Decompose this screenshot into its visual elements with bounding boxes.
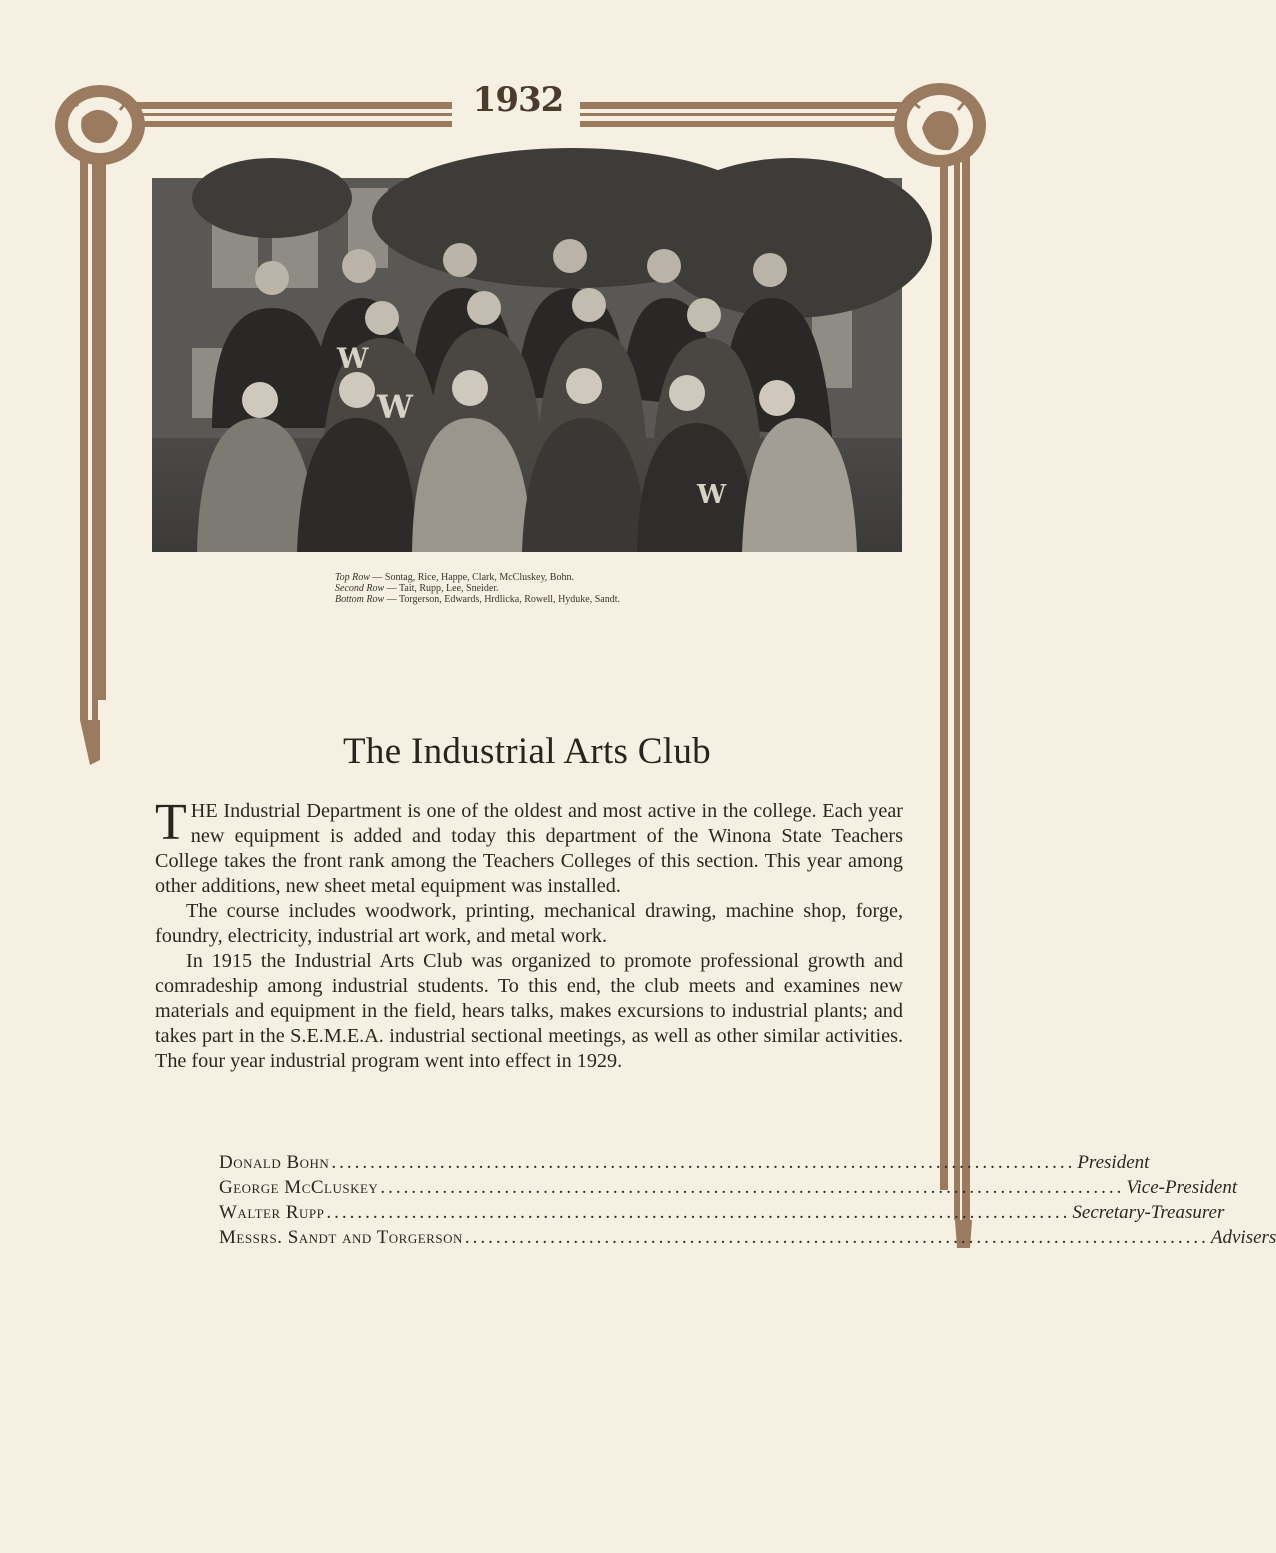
leader-dots: ................................................................................................: [464, 1227, 1209, 1248]
caption-second-row: [335, 583, 755, 594]
officer-row: [219, 1175, 1238, 1200]
officer-role: Advisers: [1210, 1227, 1276, 1248]
paragraph-3: In 1915 the Industrial Arts Club was organized to promote professional growth and comradeship among industrial students. To this end, the club meets and examines new materials and equipment in the field, hears talks, makes excursions to industrial plants; and takes part in the S.E.M.E.A. industrial sectional meetings, as well as other similar activities. The four year industrial program went into effect in 1929.: [155, 950, 903, 1072]
caption-dash: —: [386, 583, 399, 594]
caption-names: Sontag, Rice, Happe, Clark, McCluskey, Bohn.: [384, 572, 574, 583]
svg-text:W: W: [377, 388, 413, 426]
officer-name: George McCluskey: [219, 1177, 379, 1198]
svg-text:W: W: [697, 480, 727, 510]
left-corner-ornament: [55, 85, 145, 165]
officer-role: Secretary-Treasurer: [1072, 1202, 1225, 1223]
leader-dots: ................................................................................................: [326, 1202, 1071, 1223]
right-corner-ornament: [894, 83, 986, 167]
officer-name: Messrs. Sandt and Torgerson: [219, 1227, 463, 1248]
photo-caption: [335, 572, 755, 605]
caption-names: Torgerson, Edwards, Hrdlicka, Rowell, Hyduke, Sandt.: [399, 594, 621, 605]
drop-cap: T: [155, 794, 187, 851]
paragraph-1: [155, 794, 903, 899]
officer-name: Donald Bohn: [219, 1152, 330, 1173]
caption-row-label: Second Row: [335, 583, 385, 594]
group-photograph: [152, 178, 902, 552]
yearbook-year: 1932: [472, 80, 564, 120]
officers-list: [219, 1150, 1276, 1250]
officer-row: [219, 1225, 1276, 1250]
caption-dash: —: [372, 572, 385, 583]
article-title: The Industrial Arts Club: [343, 731, 711, 772]
officer-name: Walter Rupp: [219, 1202, 325, 1223]
caption-bottom-row: [335, 594, 755, 605]
officer-row: [219, 1150, 1150, 1175]
officer-role: President: [1077, 1152, 1150, 1173]
paragraph-1-text: HE Industrial Department is one of the oldest and most active in the college. Each year new equipment is added and today this department of the Winona State Teachers College takes the front rank among the Teachers Colleges of this section. This year among other additions, new sheet metal equipment was installed.: [155, 800, 903, 897]
article-body: [155, 794, 903, 1074]
caption-row-label: Bottom Row: [335, 594, 385, 605]
paragraph-2: The course includes woodwork, printing, mechanical drawing, machine shop, forge, foundry, electricity, industrial art work, and metal work.: [155, 900, 903, 947]
caption-names: Tait, Rupp, Lee, Sneider.: [398, 583, 499, 594]
caption-row-label: Top Row: [335, 572, 370, 583]
officer-role: Vice-President: [1126, 1177, 1238, 1198]
svg-text:W: W: [337, 342, 369, 375]
leader-dots: ................................................................................................: [380, 1177, 1125, 1198]
officer-row: [219, 1200, 1225, 1225]
caption-dash: —: [386, 594, 399, 605]
caption-top-row: [335, 572, 755, 583]
leader-dots: ................................................................................................: [331, 1152, 1076, 1173]
